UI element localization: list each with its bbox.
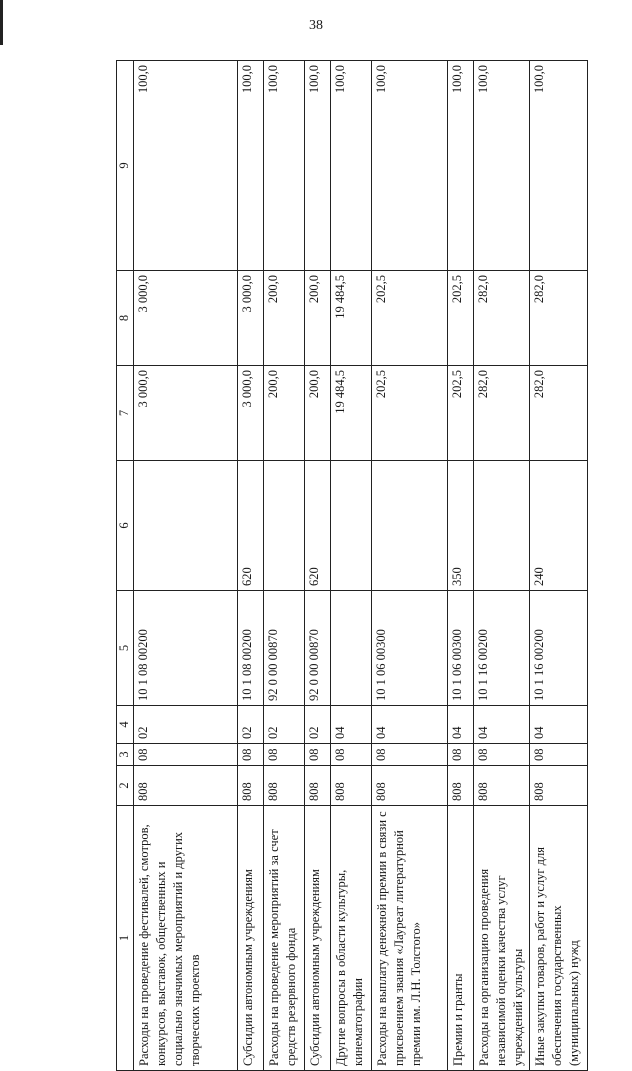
table-cell xyxy=(264,461,305,591)
table-cell: 282,0 xyxy=(530,366,588,461)
table-cell: 02 xyxy=(134,706,238,744)
table-cell: 202,5 xyxy=(448,366,474,461)
column-header: 9 xyxy=(117,61,134,271)
table-cell: 282,0 xyxy=(474,366,530,461)
row-label: Расходы на проведение мероприятий за счет средств резервного фонда xyxy=(264,806,305,1071)
table-cell: 202,5 xyxy=(448,271,474,366)
table-cell: 3 000,0 xyxy=(238,366,264,461)
table-cell: 04 xyxy=(331,706,372,744)
table-cell xyxy=(331,591,372,706)
column-header: 6 xyxy=(117,461,134,591)
table-cell: 10 1 06 00300 xyxy=(372,591,448,706)
table-row xyxy=(134,61,238,1071)
page-number: 38 xyxy=(309,18,323,33)
table-cell: 100,0 xyxy=(530,61,588,271)
table-cell: 08 xyxy=(305,744,331,766)
row-label: Субсидии автономным учреждениям xyxy=(238,806,264,1071)
table-cell: 808 xyxy=(372,766,448,806)
table-cell: 08 xyxy=(264,744,305,766)
table-cell: 08 xyxy=(530,744,588,766)
table-cell: 620 xyxy=(305,461,331,591)
table-cell xyxy=(134,461,238,591)
table-cell: 08 xyxy=(238,744,264,766)
table-cell: 100,0 xyxy=(331,61,372,271)
column-header: 2 xyxy=(117,766,134,806)
row-label: Расходы на выплату денежной премии в связи с присвоением звания «Лауреат литературной премии им. Л.Н. Толстого» xyxy=(372,806,448,1071)
table-row xyxy=(305,61,331,1071)
row-label: Расходы на проведение фестивалей, смотров, конкурсов, выставок, общественных и социально значимых мероприятий и других творческих проектов xyxy=(134,806,238,1071)
table-cell: 200,0 xyxy=(264,271,305,366)
table-row xyxy=(331,61,372,1071)
table-cell: 02 xyxy=(264,706,305,744)
table-cell: 04 xyxy=(448,706,474,744)
table-cell: 100,0 xyxy=(474,61,530,271)
table-cell: 620 xyxy=(238,461,264,591)
table-cell: 10 1 06 00300 xyxy=(448,591,474,706)
rotated-table-container xyxy=(116,61,581,1071)
header-row xyxy=(117,61,134,1071)
table-row xyxy=(474,61,530,1071)
table-cell: 10 1 08 00200 xyxy=(134,591,238,706)
table-cell: 08 xyxy=(474,744,530,766)
table-cell xyxy=(474,461,530,591)
table-cell: 100,0 xyxy=(238,61,264,271)
table-cell: 282,0 xyxy=(474,271,530,366)
row-label: Премии и гранты xyxy=(448,806,474,1071)
table-cell: 808 xyxy=(134,766,238,806)
table-cell: 92 0 00 00870 xyxy=(305,591,331,706)
row-label: Другие вопросы в области культуры, кинематографии xyxy=(331,806,372,1071)
budget-table xyxy=(116,60,588,1071)
table-cell: 100,0 xyxy=(134,61,238,271)
column-header: 1 xyxy=(117,806,134,1071)
row-label: Иные закупки товаров, работ и услуг для обеспечения государственных (муниципальных) нужд xyxy=(530,806,588,1071)
table-cell: 202,5 xyxy=(372,366,448,461)
table-cell: 19 484,5 xyxy=(331,271,372,366)
table-row xyxy=(530,61,588,1071)
table-cell: 240 xyxy=(530,461,588,591)
row-label: Субсидии автономным учреждениям xyxy=(305,806,331,1071)
table-cell: 808 xyxy=(331,766,372,806)
table-cell: 808 xyxy=(238,766,264,806)
table-cell: 04 xyxy=(474,706,530,744)
table-cell: 100,0 xyxy=(264,61,305,271)
table-row xyxy=(448,61,474,1071)
table-cell: 08 xyxy=(372,744,448,766)
table-cell: 92 0 00 00870 xyxy=(264,591,305,706)
column-header: 8 xyxy=(117,271,134,366)
table-cell: 200,0 xyxy=(305,366,331,461)
table-cell: 10 1 16 00200 xyxy=(474,591,530,706)
table-cell: 200,0 xyxy=(264,366,305,461)
column-header: 3 xyxy=(117,744,134,766)
row-label: Расходы на организацию проведения независимой оценки качества услуг учреждений культуры xyxy=(474,806,530,1071)
table-cell xyxy=(372,461,448,591)
table-cell: 808 xyxy=(305,766,331,806)
table-cell: 3 000,0 xyxy=(238,271,264,366)
table-cell: 02 xyxy=(305,706,331,744)
table-cell: 200,0 xyxy=(305,271,331,366)
table-cell: 808 xyxy=(530,766,588,806)
table-cell: 808 xyxy=(264,766,305,806)
table-row xyxy=(238,61,264,1071)
table-cell: 04 xyxy=(530,706,588,744)
table-cell: 04 xyxy=(372,706,448,744)
table-cell: 100,0 xyxy=(448,61,474,271)
table-cell: 08 xyxy=(448,744,474,766)
table-row xyxy=(372,61,448,1071)
table-cell: 350 xyxy=(448,461,474,591)
table-cell: 282,0 xyxy=(530,271,588,366)
table-cell xyxy=(331,461,372,591)
table-cell: 100,0 xyxy=(372,61,448,271)
table-cell: 08 xyxy=(331,744,372,766)
table-cell: 3 000,0 xyxy=(134,366,238,461)
column-header: 4 xyxy=(117,706,134,744)
table-cell: 10 1 08 00200 xyxy=(238,591,264,706)
table-cell: 202,5 xyxy=(372,271,448,366)
table-cell: 19 484,5 xyxy=(331,366,372,461)
column-header: 7 xyxy=(117,366,134,461)
table-cell: 10 1 16 00200 xyxy=(530,591,588,706)
column-header: 5 xyxy=(117,591,134,706)
table-cell: 808 xyxy=(448,766,474,806)
table-cell: 808 xyxy=(474,766,530,806)
table-cell: 08 xyxy=(134,744,238,766)
table-cell: 02 xyxy=(238,706,264,744)
table-row xyxy=(264,61,305,1071)
table-cell: 3 000,0 xyxy=(134,271,238,366)
table-cell: 100,0 xyxy=(305,61,331,271)
